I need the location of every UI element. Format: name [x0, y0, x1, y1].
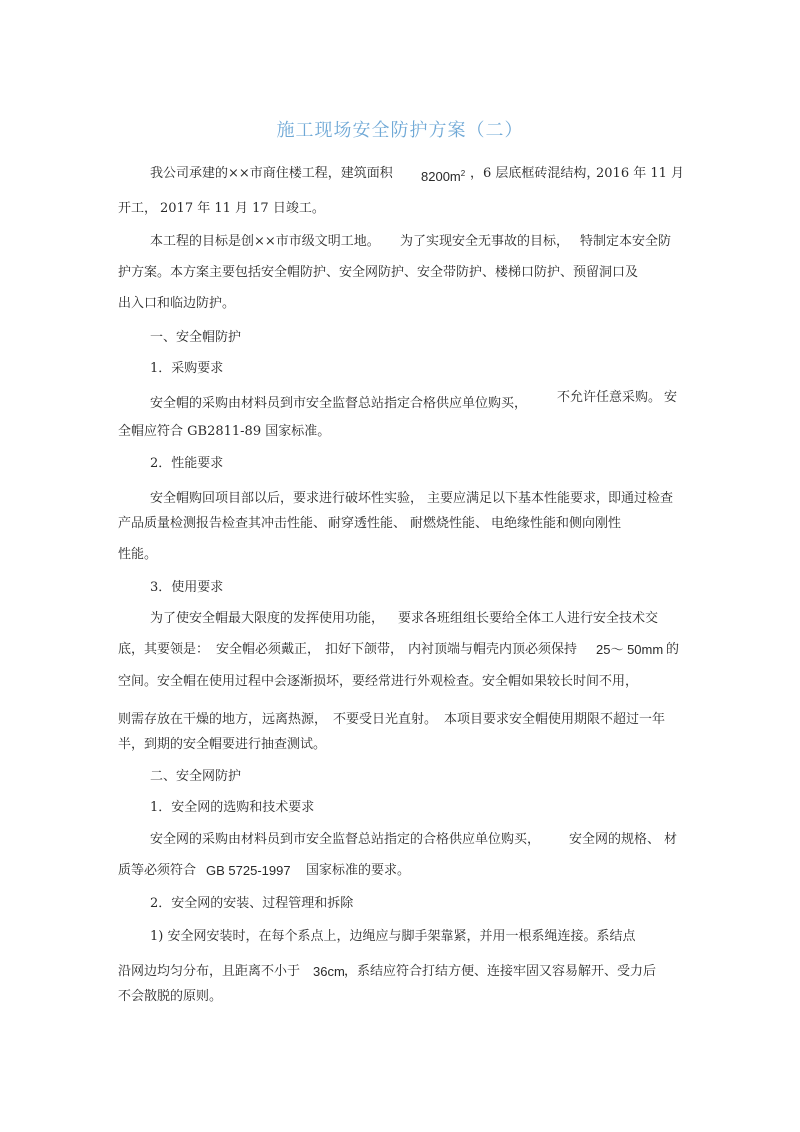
document-title: 施工现场安全防护方案（二）: [276, 120, 524, 141]
p5-text-f: 内衬顶端与帽壳内顶必须保持: [408, 642, 578, 657]
p5-text-b: 要求各班组组长要给全体工人进行安全技术交: [398, 611, 659, 626]
p5-text-e: 扣好下颌带，: [325, 642, 404, 657]
p5-text-m: 本项目要求安全帽使用期限不超过一年: [444, 712, 666, 727]
p7-text-a: 1) 安全网安装时，在每个系点上，边绳应与脚手架靠紧，并用一根系绳连接。系结点: [150, 929, 636, 944]
p6-text-b: 安全网的规格、: [569, 832, 661, 847]
p1-area-value: 8200m: [421, 169, 461, 184]
p2-text-a: 本工程的目标是创××市市级文明工地。: [150, 234, 380, 249]
p3-text-c: 安: [664, 390, 678, 405]
p5-text-k: 远离热源，: [262, 712, 328, 727]
p7-text-d: ，系结应符合打结方便、连接牢固又容易解开、受力后: [344, 964, 657, 979]
p3-text-d: 全帽应符合 GB2811-89 国家标准。: [118, 424, 331, 439]
p6-text-f: 国家标准的要求。: [306, 863, 411, 878]
p7-text-c: 36cm: [313, 964, 345, 979]
subheading-1-3: 3．使用要求: [150, 580, 224, 595]
p5-text-d: 安全帽必须戴正，: [216, 642, 321, 657]
p7-text-b: 沿网边均匀分布，且距离不小于: [118, 964, 301, 979]
p5-text-i: 空间。安全帽在使用过程中会逐渐损坏，要经常进行外观检查。安全帽如果较长时间不用，: [118, 674, 639, 689]
p5-text-a: 为了使安全帽最大限度的发挥使用功能，: [150, 611, 385, 626]
p4-text-f: 耐穿透性能、: [328, 516, 407, 531]
p6-text-e: GB 5725-1997: [206, 863, 291, 878]
p1-text-a: 我公司承建的××市商住楼工程，建筑面积: [150, 166, 393, 181]
p1-text-d: 2016 年 11 月: [596, 166, 685, 181]
p5-text-n: 半，到期的安全帽要进行抽查测试。: [118, 737, 327, 752]
subheading-2-1: 1．安全网的选购和技术要求: [150, 800, 315, 815]
p1-area-unit-sup: 2: [460, 169, 466, 178]
subheading-1-1: 1．采购要求: [150, 361, 224, 376]
p5-text-c: 底，其要领是：: [118, 642, 210, 657]
p4-text-b: 要求进行破坏性实验，: [293, 491, 424, 506]
p2-text-c: 特制定本安全防: [580, 234, 672, 249]
p2-text-e: 出入口和临边防护。: [118, 296, 236, 311]
p6-text-c: 材: [664, 832, 678, 847]
p6-text-d: 质等必须符合: [118, 863, 197, 878]
p5-text-h: 的: [666, 642, 680, 657]
p5-text-l: 不要受日光直射。: [333, 712, 438, 727]
p4-text-c: 主要应满足以下基本性能要求，: [427, 491, 610, 506]
p4-text-e: 产品质量检测报告检查其冲击性能、: [118, 516, 327, 531]
p4-text-a: 安全帽购回项目部以后，: [150, 491, 294, 506]
p2-text-b: 为了实现安全无事故的目标，: [400, 234, 570, 249]
subheading-2-2: 2．安全网的安装、过程管理和拆除: [150, 896, 354, 911]
subheading-1-2: 2．性能要求: [150, 456, 224, 471]
p4-text-d: 即通过检查: [608, 491, 674, 506]
p1-area: [421, 166, 465, 185]
p4-text-g: 耐燃烧性能、: [410, 516, 489, 531]
section-heading-1: 一、安全帽防护: [150, 330, 242, 345]
p7-text-e: 不会散脱的原则。: [118, 989, 223, 1004]
p3-text-b: 不允许任意采购。: [557, 390, 662, 405]
p2-text-d: 护方案。本方案主要包括安全帽防护、安全网防护、安全带防护、楼梯口防护、预留洞口及: [118, 265, 639, 280]
p1-text-f: 2017 年 11 月 17 日竣工。: [160, 201, 325, 216]
p4-text-h: 电绝缘性能和侧向刚性: [491, 516, 622, 531]
p5-text-g: 25～ 50mm: [596, 642, 664, 657]
p3-text-a: 安全帽的采购由材料员到市安全监督总站指定合格供应单位购买，: [150, 396, 528, 411]
p4-text-i: 性能。: [118, 547, 158, 562]
p1-text-e: 开工，: [118, 201, 158, 216]
section-heading-2: 二、安全网防护: [150, 769, 242, 784]
p1-text-c: ，6 层底框砖混结构，: [470, 166, 600, 181]
p5-text-j: 则需存放在干燥的地方，: [118, 712, 262, 727]
p6-text-a: 安全网的采购由材料员到市安全监督总站指定的合格供应单位购买，: [150, 832, 541, 847]
